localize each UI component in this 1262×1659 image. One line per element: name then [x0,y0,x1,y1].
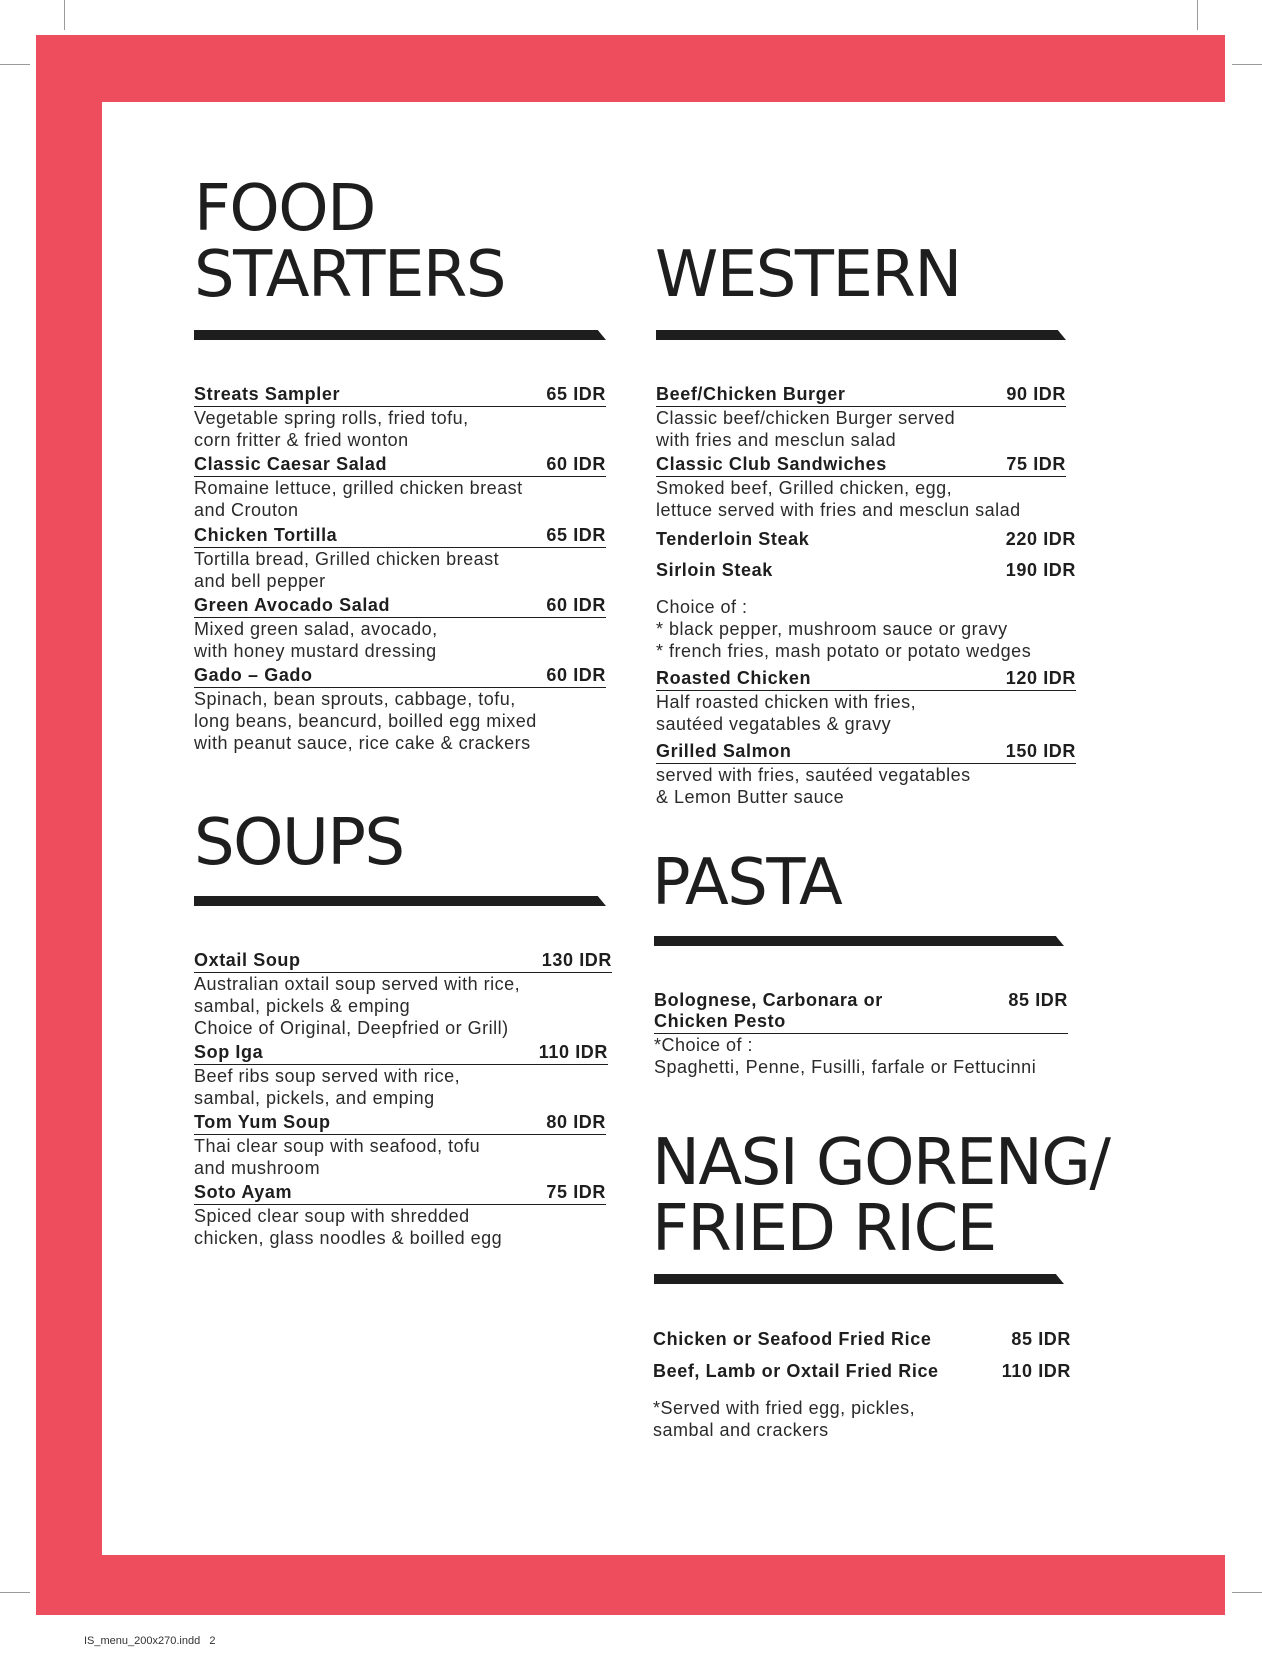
item-name: Chicken Tortilla [194,525,338,545]
item-price: 120 IDR [1005,668,1076,688]
item-price: 75 IDR [546,1182,606,1202]
item-price: 65 IDR [546,384,606,404]
item-description: *Choice of : Spaghetti, Penne, Fusilli, farfale or Fettucinni [654,1035,1037,1077]
item-price: 130 IDR [541,950,612,970]
fried-rice-list [653,1329,1071,1441]
item-name: Classic Caesar Salad [194,454,388,474]
item-description: Mixed green salad, avocado, with honey mustard dressing [194,619,438,661]
item-description: Tortilla bread, Grilled chicken breast and bell pepper [194,549,500,591]
menu-item [656,529,1076,551]
item-header [194,525,606,548]
menu-item [194,1042,608,1109]
item-description: Thai clear soup with seafood, tofu and mushroom [194,1136,481,1178]
starters-list [194,384,606,754]
menu-item [653,1329,1071,1351]
item-price: 85 IDR [1008,990,1068,1010]
item-header [194,950,612,973]
item-description: served with fries, sautéed vegatables & Lemon Butter sauce [656,765,971,807]
item-name: Bolognese, Carbonara or Chicken Pesto [654,990,883,1031]
menu-item [656,560,1076,582]
print-slug: IS_menu_200x270.indd 2 [84,1635,216,1647]
item-header [194,1112,606,1135]
item-price: 65 IDR [546,525,606,545]
item-name: Tenderloin Steak [656,529,810,549]
item-description: Beef ribs soup served with rice, sambal, pickels, and emping [194,1066,461,1108]
item-description: Classic beef/chicken Burger served with fries and mesclun salad [656,408,956,450]
item-name: Classic Club Sandwiches [656,454,887,474]
fried-rice-note: *Served with fried egg, pickles, sambal and crackers [653,1398,916,1440]
item-name: Sirloin Steak [656,560,773,580]
crop-mark [1197,0,1198,30]
item-header [194,384,606,407]
fried-rice-divider [654,1274,1064,1284]
item-price: 60 IDR [546,595,606,615]
item-description: Vegetable spring rolls, fried tofu, corn fritter & fried wonton [194,408,469,450]
menu-item [653,1361,1071,1383]
item-price: 110 IDR [1001,1361,1071,1381]
soups-heading: SOUPS [194,806,404,880]
item-description: Romaine lettuce, grilled chicken breast and Crouton [194,478,523,520]
item-name: Beef, Lamb or Oxtail Fried Rice [653,1361,939,1381]
western-heading: WESTERN [655,238,961,312]
menu-item [656,668,1076,735]
item-description: Spiced clear soup with shredded chicken, glass noodles & boilled egg [194,1206,503,1248]
item-price: 80 IDR [546,1112,606,1132]
pasta-heading: PASTA [652,846,842,920]
item-name: Streats Sampler [194,384,341,404]
crop-mark [0,1592,30,1593]
western-divider [656,330,1066,340]
menu-item [656,741,1076,808]
item-name: Soto Ayam [194,1182,293,1202]
menu-item [656,384,1066,451]
item-header [656,529,1076,551]
crop-mark [0,64,30,65]
pasta-divider [654,936,1064,946]
menu-item [194,950,612,1039]
item-name: Oxtail Soup [194,950,301,970]
item-header [194,665,606,688]
menu-item [194,1182,606,1249]
item-header [653,1361,1071,1383]
item-price: 110 IDR [538,1042,608,1062]
item-price: 60 IDR [546,665,606,685]
item-price: 190 IDR [1005,560,1076,580]
item-header [194,595,606,618]
crop-mark [64,0,65,30]
item-price: 60 IDR [546,454,606,474]
menu-item [194,384,606,451]
item-description: Australian oxtail soup served with rice, sambal, pickels & emping Choice of Original, Deepfried or Grill) [194,974,521,1038]
item-name: Sop Iga [194,1042,264,1062]
item-price: 75 IDR [1006,454,1066,474]
item-name: Chicken or Seafood Fried Rice [653,1329,932,1349]
item-header [653,1329,1071,1351]
western-list [656,384,1076,808]
item-description: Half roasted chicken with fries, sautéed vegatables & gravy [656,692,917,734]
item-header [656,741,1076,764]
item-price: 150 IDR [1005,741,1076,761]
menu-item [194,525,606,592]
item-header [656,454,1066,477]
item-name: Grilled Salmon [656,741,792,761]
starters-heading: FOOD STARTERS [194,172,505,312]
menu-item [194,595,606,662]
item-description: Smoked beef, Grilled chicken, egg, lettuce served with fries and mesclun salad [656,478,1021,520]
menu-item [656,454,1066,521]
steak-choice-note: Choice of : * black pepper, mushroom sauce or gravy * french fries, mash potato or potato wedges [656,597,1032,661]
starters-divider [194,330,606,340]
item-price: 85 IDR [1011,1329,1071,1349]
menu-item [194,1112,606,1179]
item-name: Gado – Gado [194,665,313,685]
left-column [194,172,606,312]
menu-item [194,665,606,754]
item-price: 220 IDR [1005,529,1076,549]
item-header [194,454,606,477]
item-header [194,1182,606,1205]
item-header [654,990,1068,1034]
item-header [656,668,1076,691]
fried-rice-heading: NASI GORENG/ FRIED RICE [652,1126,1110,1266]
pasta-list [654,990,1068,1078]
menu-item [654,990,1068,1078]
item-name: Roasted Chicken [656,668,812,688]
item-description: Spinach, bean sprouts, cabbage, tofu, long beans, beancurd, boilled egg mixed with peanut sauce, rice cake & crackers [194,689,537,753]
soups-divider [194,896,606,906]
item-header [656,560,1076,582]
item-name: Beef/Chicken Burger [656,384,846,404]
item-name: Tom Yum Soup [194,1112,331,1132]
menu-item [194,454,606,521]
item-price: 90 IDR [1006,384,1066,404]
soups-list [194,950,612,1249]
item-name: Green Avocado Salad [194,595,391,615]
crop-mark [1232,1592,1262,1593]
item-header [656,384,1066,407]
item-header [194,1042,608,1065]
crop-mark [1232,64,1262,65]
